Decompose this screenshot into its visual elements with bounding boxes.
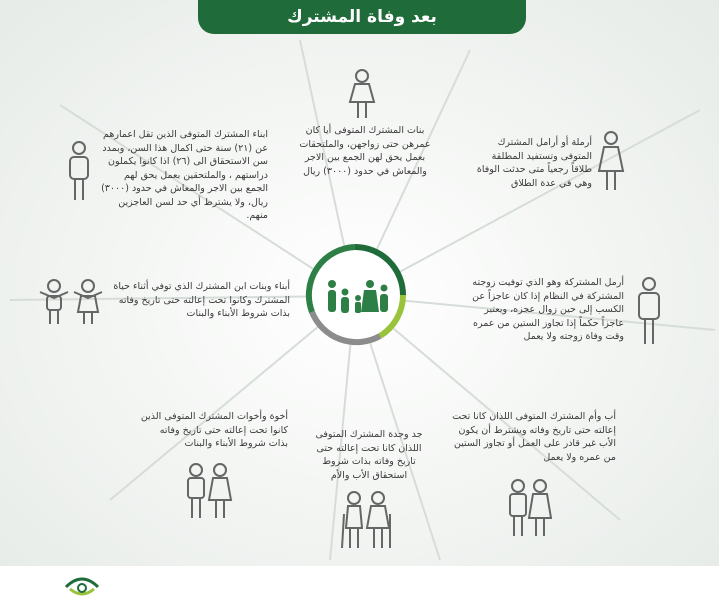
daughters-text: بنات المشترك المتوفى أيا كان عمرهن حتى زواجهن، والملتحقات بعمل يحق لهن الجمع بين الاجر والمعاش في حدود (٣٠٠٠) ريال [299, 125, 431, 177]
page-title: بعد وفاة المشترك [198, 0, 526, 34]
sons-text: ابناء المشترك المتوفى الذين تقل اعمارهم عن (٢١) سنة حتى اكمال هذا السن، وبمدد سن الاستحقاق الى (٢٦) اذا كانوا يكملون دراستهم ، والملتحقين بعمل يحق لهم الجمع بين الاجر والمعاش في حدود (٣٠٠٠) ريال، ولا يشترط أي حد لسن العاجزين منهم. [101, 129, 268, 221]
footer [0, 566, 719, 600]
grandparents-text: جد وجدة المشترك المتوفى اللذان كانا تحت إعالته حتى تاريخ وفاته بذات شروط استحقاق الأب والأم [315, 429, 423, 481]
grandparents-icon [340, 490, 392, 550]
children-icon [36, 278, 106, 326]
siblings-text: أخوة وأخوات المشترك المتوفى الذين كانوا تحت إعالته حتى تاريخ وفاته بذات شروط الأبناء والبنات [140, 411, 288, 449]
man-icon [634, 276, 664, 346]
woman-icon [596, 130, 626, 192]
boy-icon [62, 140, 96, 202]
girl-icon [345, 68, 379, 120]
elderly-couple-icon [506, 478, 552, 538]
parents-text: أب وأم المشترك المتوفى اللذان كانا تحت إعالته حتى تاريخ وفاته ويشترط أن يكون الأب غير قادر على العمل أو تجاوز الستين من عمره ولا يعمل [452, 411, 616, 463]
widow-text: أرملة أو أرامل المشترك المتوفى وتستفيد المطلقة طلاقاً رجعياً متى حدثت الوفاة وهي في عدة الطلاق [476, 137, 592, 189]
siblings-icon [184, 462, 234, 520]
widower-text: أرمل المشتركة وهو الذي توفيت زوجته المشتركة في النظام إذا كان عاجزاً عن الكسب إلى حين زوال عجزه، ويعتبر عاجزاً حكماً إذا تجاوز الستين من عمره وقت وفاة زوجته ولا يعمل [472, 277, 624, 342]
gosi-logo [62, 573, 102, 599]
family-icon [300, 240, 410, 350]
grandchildren-text: أبناء وبنات ابن المشترك الذي توفي أثناء حياة المشترك وكانوا تحت إعالته حتى تاريخ وفاته بذات شروط الأبناء والبنات [113, 281, 290, 319]
